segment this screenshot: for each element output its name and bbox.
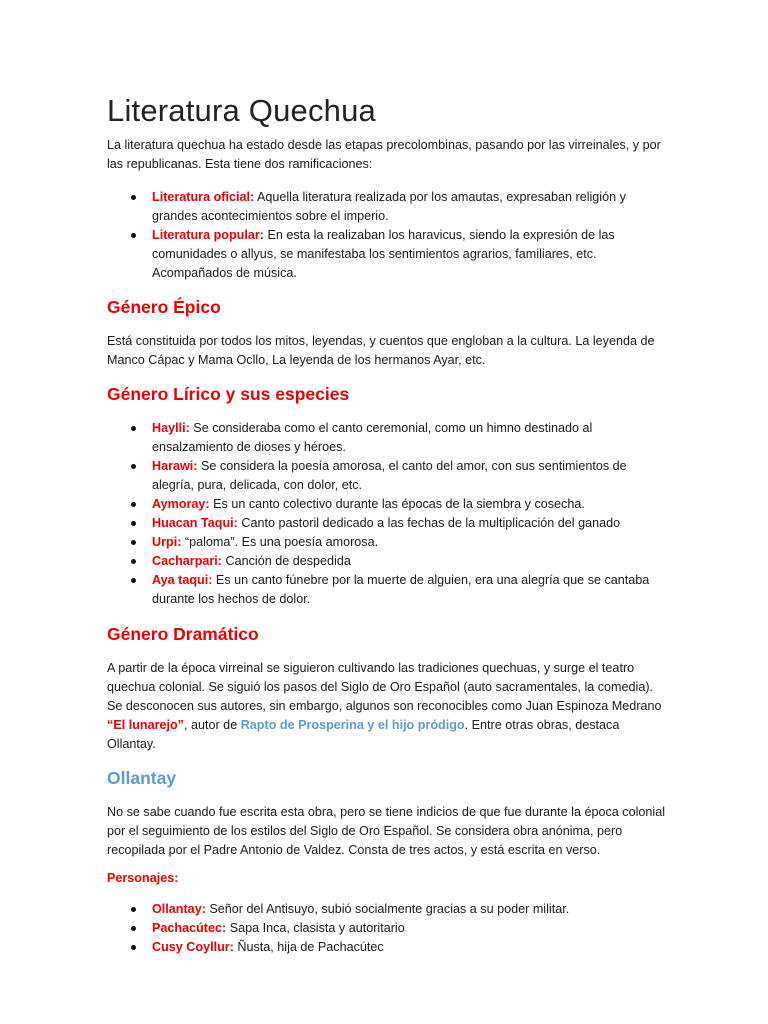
- item-term: Literatura oficial:: [152, 190, 255, 204]
- ollantay-paragraph: No se sabe cuando fue escrita esta obra, pero se tiene indicios de que fue durante la época colonial por el seguimiento de los estilos del Siglo de Oro Español. Se considera obra anónima, pero recopilada por el Padre Antonio de Valdez. Consta de tres actos, y está escrita en verso.: [107, 805, 665, 857]
- list-item: [107, 533, 667, 552]
- item-text: Señor del Antisuyo, subió socialmente gracias a su poder militar.: [205, 902, 570, 916]
- item-text: Se considera la poesía amorosa, el canto del amor, con sus sentimientos de alegría, pura, delicada, con dolor, etc.: [152, 459, 627, 492]
- item-term: Aya taqui:: [152, 573, 213, 587]
- ramificaciones-list: [107, 188, 667, 283]
- document-content: [107, 92, 667, 957]
- list-item: [107, 900, 667, 919]
- item-term: Haylli:: [152, 421, 190, 435]
- item-text: Se consideraba como el canto ceremonial, como un himno destinado al ensalzamiento de dioses y héroes.: [152, 421, 593, 454]
- list-item: [107, 938, 667, 957]
- lirico-list: [107, 419, 667, 609]
- intro-paragraph: La literatura quechua ha estado desde las etapas precolombinas, pasando por las virreinales, y por las republicanas. Esta tiene dos ramificaciones:: [107, 138, 661, 171]
- item-text: En esta la realizaban los haravicus, siendo la expresión de las comunidades o allyus, se manifestaba los sentimientos agrarios, familiares, etc. Acompañados de música.: [152, 228, 615, 280]
- item-text: “paloma”. Es una poesía amorosa.: [181, 535, 379, 549]
- epico-paragraph: Está constituida por todos los mitos, leyendas, y cuentos que engloban a la cultura. La leyenda de Manco Cápac y Mama Ocllo, La leyenda de los hermanos Ayar, etc.: [107, 334, 655, 367]
- list-item: [107, 226, 667, 283]
- list-item: [107, 571, 667, 609]
- item-term: Aymoray:: [152, 497, 210, 511]
- item-term: Ollantay:: [152, 902, 206, 916]
- item-term: Literatura popular:: [152, 228, 264, 242]
- item-term: Urpi:: [152, 535, 182, 549]
- personajes-list: [107, 900, 667, 957]
- item-term: Harawi:: [152, 459, 198, 473]
- dramatico-text-after: . Entre otras obras, destaca Ollantay.: [107, 718, 620, 751]
- list-item: [107, 919, 667, 938]
- item-term: Cacharpari:: [152, 554, 222, 568]
- item-term: Cusy Coyllur:: [152, 940, 234, 954]
- list-item: [107, 457, 667, 495]
- heading-genero-dramatico: Género Dramático: [107, 624, 259, 644]
- list-item: [107, 419, 667, 457]
- author-nickname: “El lunarejo”: [107, 718, 184, 732]
- item-text: Canción de despedida: [222, 554, 351, 568]
- list-item: [107, 552, 667, 571]
- list-item: [107, 188, 667, 226]
- item-text: Es un canto fúnebre por la muerte de alguien, era una alegría que se cantaba durante los hechos de dolor.: [152, 573, 650, 606]
- dramatico-text-before: A partir de la época virreinal se siguieron cultivando las tradiciones quechuas, y surge el teatro quechua colonial. Se siguió los pasos del Siglo de Oro Español (auto sacramentales, la comedia). Se desconocen sus autores, sin embargo, algunos son reconocibles como Juan Espinoza Medrano: [107, 661, 662, 713]
- list-item: [107, 495, 667, 514]
- item-text: Ñusta, hija de Pachacútec: [233, 940, 384, 954]
- item-text: Es un canto colectivo durante las épocas de la siembra y cosecha.: [209, 497, 585, 511]
- item-term: Pachacútec:: [152, 921, 227, 935]
- item-text: Sapa Inca, clasista y autoritario: [226, 921, 405, 935]
- work-title: Rapto de Prosperina y el hijo pródigo: [240, 718, 465, 732]
- list-item: [107, 514, 667, 533]
- dramatico-text-middle: , autor de: [183, 718, 241, 732]
- heading-genero-epico: Género Épico: [107, 297, 221, 317]
- item-text: Canto pastoril dedicado a las fechas de la multiplicación del ganado: [237, 516, 621, 530]
- heading-genero-lirico: Género Lírico y sus especies: [107, 384, 350, 404]
- personajes-label: Personajes:: [107, 871, 179, 885]
- dramatico-paragraph: [107, 659, 667, 754]
- item-term: Huacan Taqui:: [152, 516, 238, 530]
- heading-ollantay: Ollantay: [107, 768, 177, 788]
- document-title: Literatura Quechua: [107, 93, 376, 128]
- item-text: Aquella literatura realizada por los amautas, expresaban religión y grandes acontecimientos sobre el imperio.: [152, 190, 626, 223]
